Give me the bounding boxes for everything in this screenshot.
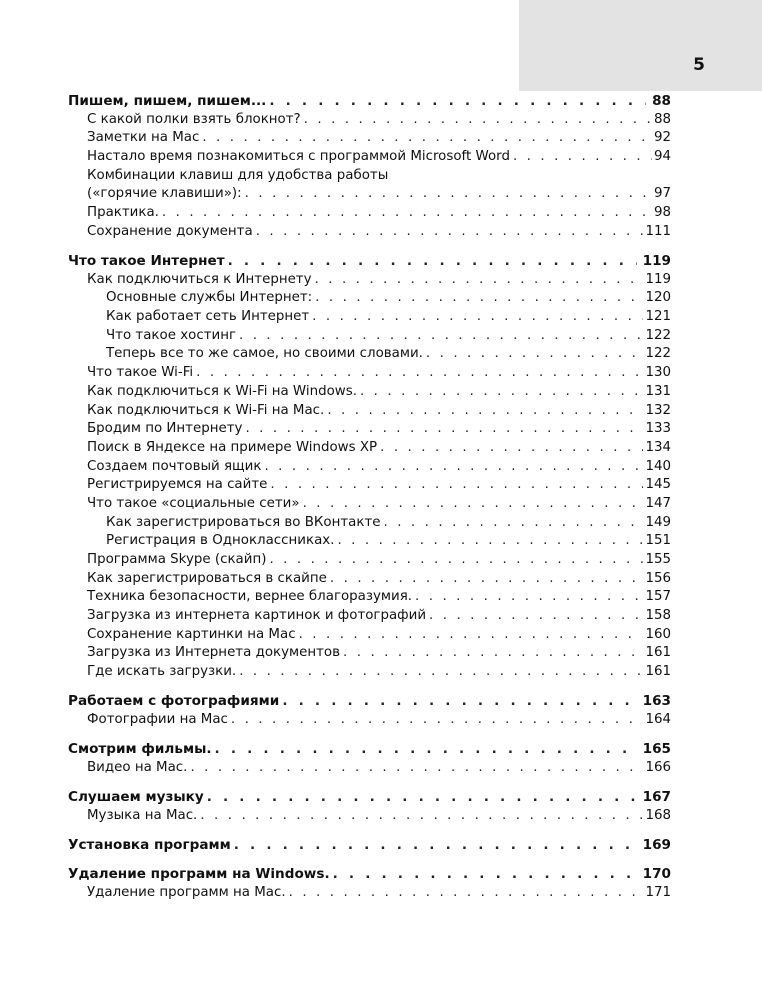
toc-chapter xyxy=(68,836,671,855)
dot-leader xyxy=(384,514,644,533)
toc-subsection xyxy=(68,514,671,533)
page-number: 5 xyxy=(693,55,705,75)
dot-leader xyxy=(343,644,643,663)
toc-entry-page: 168 xyxy=(645,807,671,823)
dot-leader xyxy=(299,626,644,645)
toc-entry-page: 133 xyxy=(645,421,671,437)
toc-section xyxy=(68,884,671,903)
dot-leader xyxy=(327,402,643,421)
dot-leader xyxy=(202,129,652,148)
toc-section xyxy=(68,439,671,458)
dot-leader xyxy=(282,692,636,711)
toc-entry-title: Сохранение картинки на Mac xyxy=(87,626,296,642)
toc-entry-title: Видео на Mac. xyxy=(87,759,188,775)
dot-leader xyxy=(239,327,643,346)
toc-section xyxy=(68,167,671,186)
toc-entry-title: Как подключиться к Wi-Fi на Windows. xyxy=(87,383,357,399)
toc-entry-page: 167 xyxy=(642,789,671,806)
toc-chapter xyxy=(68,252,671,271)
toc-entry-title: Удаление программ на Windows. xyxy=(68,866,330,883)
toc-entry-title: Загрузка из Интернета документов xyxy=(87,645,341,661)
toc-section xyxy=(68,663,671,682)
toc-entry-page: 149 xyxy=(645,514,671,530)
dot-leader xyxy=(270,476,643,495)
dot-leader xyxy=(330,570,644,589)
toc-entry-title: Практика. xyxy=(87,205,159,221)
toc-entry-title: Загрузка из интернета картинок и фотографий xyxy=(87,608,427,624)
toc-chapter xyxy=(68,740,671,759)
dot-leader xyxy=(289,884,644,903)
toc-section xyxy=(68,111,671,130)
dot-leader xyxy=(264,458,643,477)
toc-entry-title: Комбинации клавиш для удобства работы xyxy=(87,167,389,183)
toc-entry-title: Музыка на Mac. xyxy=(87,807,198,823)
toc-entry-title: Где искать загрузки. xyxy=(87,664,237,680)
toc-entry-title: Пишем, пишем, пишем... xyxy=(68,93,267,109)
toc-entry-page: 119 xyxy=(642,253,671,269)
toc-entry-title: Что такое Интернет xyxy=(68,253,225,269)
toc-section xyxy=(68,588,671,607)
toc-section xyxy=(68,223,671,242)
toc-chapter xyxy=(68,92,671,111)
toc-section xyxy=(68,711,671,730)
toc-entry-title: («горячие клавиши»): xyxy=(87,186,242,202)
toc-entry-page: 122 xyxy=(645,327,671,343)
toc-entry-title: Поиск в Яндексе на примере Windows XP xyxy=(87,439,378,455)
toc-entry-page: 145 xyxy=(645,477,671,493)
toc-entry-page: 156 xyxy=(645,570,671,586)
toc-chapter xyxy=(68,692,671,711)
dot-leader xyxy=(333,865,637,884)
toc-entry-title: Что такое Wi-Fi xyxy=(87,365,194,381)
dot-leader xyxy=(231,711,644,730)
dot-leader xyxy=(162,204,652,223)
toc-section xyxy=(68,458,671,477)
toc-entry-title: Настало время познакомиться с программой Microsoft Word xyxy=(87,149,510,165)
toc-subsection xyxy=(68,289,671,308)
toc-entry-title: Основные службы Интернет: xyxy=(106,290,313,306)
toc-entry-page: 121 xyxy=(645,309,671,325)
toc-entry-page: 166 xyxy=(645,759,671,775)
toc-entry-page: 97 xyxy=(653,186,671,202)
dot-leader xyxy=(200,807,643,826)
toc-entry-title: Заметки на Mac xyxy=(87,130,200,146)
toc-entry-page: 130 xyxy=(645,365,671,381)
toc-chapter xyxy=(68,788,671,807)
toc-entry-page: 98 xyxy=(653,205,671,221)
toc-section xyxy=(68,420,671,439)
toc-entry-title: Создаем почтовый ящик xyxy=(87,458,262,474)
dot-leader xyxy=(304,111,652,130)
dot-leader xyxy=(426,345,644,364)
toc-entry-page: 158 xyxy=(645,608,671,624)
toc-section xyxy=(68,204,671,223)
dot-leader xyxy=(315,289,643,308)
toc-entry-page: 111 xyxy=(645,223,671,239)
toc-section xyxy=(68,383,671,402)
dot-leader xyxy=(513,148,652,167)
toc-entry-title: Что такое хостинг xyxy=(106,327,236,343)
toc-entry-page: 157 xyxy=(645,589,671,605)
toc-entry-page: 119 xyxy=(645,271,671,287)
dot-leader xyxy=(228,252,637,271)
toc-entry-title: Работаем с фотографиями xyxy=(68,693,280,710)
toc-entry-title: С какой полки взять блокнот? xyxy=(87,111,301,127)
dot-leader xyxy=(196,364,643,383)
toc-entry-title: Как зарегистрироваться во ВКонтакте xyxy=(106,514,381,530)
toc-entry-page: 171 xyxy=(645,884,671,900)
toc-entry-page: 160 xyxy=(645,626,671,642)
toc-section xyxy=(68,148,671,167)
toc-entry-page: 155 xyxy=(645,552,671,567)
toc-entry-title: Сохранение документа xyxy=(87,223,253,239)
toc-subsection xyxy=(68,345,671,364)
dot-leader xyxy=(312,308,643,327)
toc-entry-title: Техника безопасности, вернее благоразумия. xyxy=(87,589,413,605)
page-number-tab xyxy=(519,0,762,91)
toc-section xyxy=(68,607,671,626)
toc-entry-page: 140 xyxy=(645,458,671,474)
dot-leader xyxy=(256,223,644,242)
toc-entry-page: 88 xyxy=(652,93,671,109)
toc-entry-page: 120 xyxy=(645,290,671,306)
toc-entry-title: Слушаем музыку xyxy=(68,789,204,806)
toc-section xyxy=(68,551,671,570)
toc-section xyxy=(68,626,671,645)
toc-entry-page: 164 xyxy=(645,712,671,727)
toc-entry-page: 163 xyxy=(642,693,671,710)
dot-leader xyxy=(415,588,643,607)
toc-entry-page: 161 xyxy=(645,645,671,661)
toc-entry-title: Как зарегистрироваться в скайпе xyxy=(87,570,327,586)
toc-entry-page: 132 xyxy=(645,402,671,418)
toc-section xyxy=(68,807,671,826)
dot-leader xyxy=(380,439,643,458)
toc-section xyxy=(68,129,671,148)
dot-leader xyxy=(303,495,644,514)
toc-entry-page: 151 xyxy=(645,533,671,549)
toc-entry-title: Удаление программ на Mac. xyxy=(87,884,286,900)
toc-entry-title: Регистрация в Одноклассниках. xyxy=(106,533,335,549)
toc-section xyxy=(68,570,671,589)
toc-chapter xyxy=(68,865,671,884)
toc-entry-page: 161 xyxy=(645,664,671,680)
dot-leader xyxy=(245,420,643,439)
dot-leader xyxy=(245,185,652,204)
toc-entry-page: 165 xyxy=(642,741,671,758)
dot-leader xyxy=(215,740,637,759)
dot-leader xyxy=(269,551,643,570)
toc-entry-title: Бродим по Интернету xyxy=(87,421,243,437)
dot-leader xyxy=(207,788,637,807)
toc-entry-page: 92 xyxy=(653,130,671,146)
toc-entry-title: Смотрим фильмы. xyxy=(68,741,212,758)
toc-section xyxy=(68,185,671,204)
toc-section xyxy=(68,495,671,514)
dot-leader xyxy=(429,607,643,626)
dot-leader xyxy=(315,271,644,290)
toc-entry-page: 134 xyxy=(645,439,671,455)
dot-leader xyxy=(234,836,637,855)
toc-entry-title: Как работает сеть Интернет xyxy=(106,309,310,325)
toc-entry-title: Установка программ xyxy=(68,836,231,853)
toc-entry-title: Фотографии на Mac xyxy=(87,712,228,727)
dot-leader xyxy=(239,663,643,682)
toc-entry-page: 169 xyxy=(642,836,671,853)
toc-subsection xyxy=(68,308,671,327)
toc-section xyxy=(68,476,671,495)
dot-leader xyxy=(269,92,646,111)
toc-entry-title: Теперь все то же самое, но своими словами. xyxy=(106,346,423,362)
dot-leader xyxy=(190,759,643,778)
toc-subsection xyxy=(68,532,671,551)
toc-section xyxy=(68,759,671,778)
toc-entry-page: 122 xyxy=(645,346,671,362)
toc-subsection xyxy=(68,327,671,346)
toc-entry-page: 88 xyxy=(653,111,671,127)
toc-section xyxy=(68,364,671,383)
toc-section xyxy=(68,271,671,290)
toc-entry-title: Что такое «социальные сети» xyxy=(87,495,300,511)
dot-leader xyxy=(360,383,643,402)
toc-entry-title: Программа Skype (скайп) xyxy=(87,552,267,567)
dot-leader xyxy=(337,532,643,551)
toc-section xyxy=(68,402,671,421)
toc-section xyxy=(68,644,671,663)
toc-entry-page: 147 xyxy=(645,495,671,511)
table-of-contents xyxy=(68,92,671,903)
toc-entry-title: Регистрируемся на сайте xyxy=(87,477,268,493)
toc-entry-title: Как подключиться к Интернету xyxy=(87,271,312,287)
toc-entry-page: 131 xyxy=(645,383,671,399)
toc-entry-title: Как подключиться к Wi-Fi на Mac. xyxy=(87,402,325,418)
toc-entry-page: 94 xyxy=(653,149,671,165)
toc-entry-page: 170 xyxy=(642,866,671,883)
